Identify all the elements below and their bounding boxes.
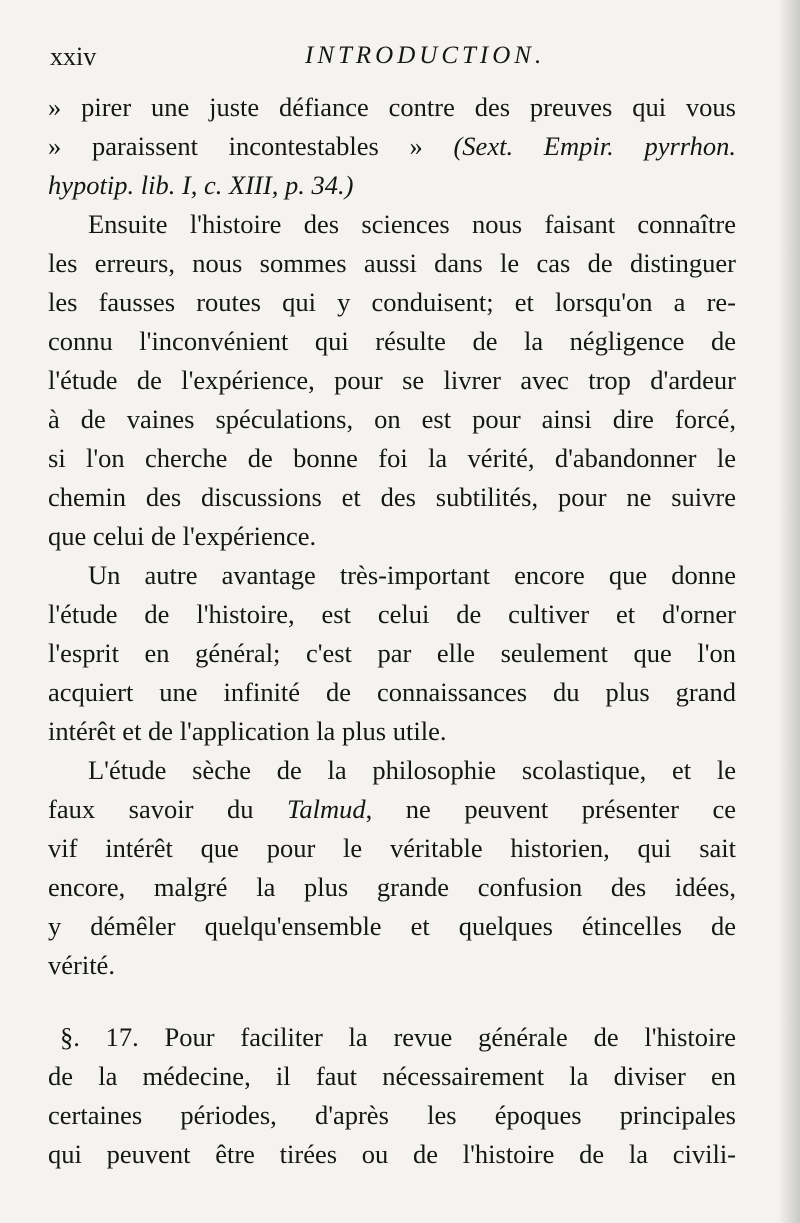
paragraph-first-line: Un autre avantage très-important encore que donne (88, 560, 736, 590)
text-segment: , ne peuvent présenter ce (365, 794, 736, 824)
citation-text: (Sext. Empir. pyrrhon. (453, 131, 736, 161)
text-line: qui peuvent être tirées ou de l'histoire de la civili- (48, 1139, 736, 1169)
running-head: INTRODUCTION. (305, 42, 546, 69)
talmud-word: Talmud (287, 794, 366, 824)
text-line: l'étude de l'expérience, pour se livrer avec trop d'ardeur (48, 365, 736, 395)
paragraph-first-line: Ensuite l'histoire des sciences nous faisant connaître (88, 209, 736, 239)
body-text (48, 88, 736, 1174)
text-line: certaines périodes, d'après les époques principales (48, 1100, 736, 1130)
text-line: que celui de l'expérience. (48, 521, 317, 551)
text-line (48, 790, 736, 829)
page-header (50, 42, 740, 78)
page-number: xxiv (50, 42, 97, 71)
text-line: vérité. (48, 950, 115, 980)
text-line: connu l'inconvénient qui résulte de la négligence de (48, 326, 736, 356)
citation-text: hypotip. lib. I, c. XIII, p. 34.) (48, 170, 354, 200)
text-segment: faux savoir du (48, 794, 288, 824)
text-line: vif intérêt que pour le véritable historien, qui sait (48, 833, 736, 863)
text-line: à de vaines spéculations, on est pour ainsi dire forcé, (48, 404, 736, 434)
text-line: chemin des discussions et des subtilités, pour ne suivre (48, 482, 736, 512)
text-line: l'esprit en général; c'est par elle seulement que l'on (48, 638, 736, 668)
section-gap (48, 985, 736, 1018)
text-line: les erreurs, nous sommes aussi dans le cas de distinguer (48, 248, 736, 278)
text-line: acquiert une infinité de connaissances du plus grand (48, 677, 736, 707)
text-line: les fausses routes qui y conduisent; et lorsqu'on a re- (48, 287, 736, 317)
text-line: l'étude de l'histoire, est celui de cultiver et d'orner (48, 599, 736, 629)
text-line: y démêler quelqu'ensemble et quelques étincelles de (48, 911, 736, 941)
page-spine-shadow (778, 0, 800, 1223)
text-line: de la médecine, il faut nécessairement la diviser en (48, 1061, 736, 1091)
text-line: » pirer une juste défiance contre des preuves qui vous (48, 92, 736, 122)
text-line: si l'on cherche de bonne foi la vérité, d'abandonner le (48, 443, 736, 473)
text-segment: » paraissent incontestables » (48, 131, 454, 161)
text-line (48, 127, 736, 166)
paragraph-first-line: L'étude sèche de la philosophie scolastique, et le (88, 755, 736, 785)
section-first-line: §. 17. Pour faciliter la revue générale de l'histoire (60, 1022, 736, 1052)
text-line: intérêt et de l'application la plus utile. (48, 716, 447, 746)
text-line: encore, malgré la plus grande confusion des idées, (48, 872, 736, 902)
